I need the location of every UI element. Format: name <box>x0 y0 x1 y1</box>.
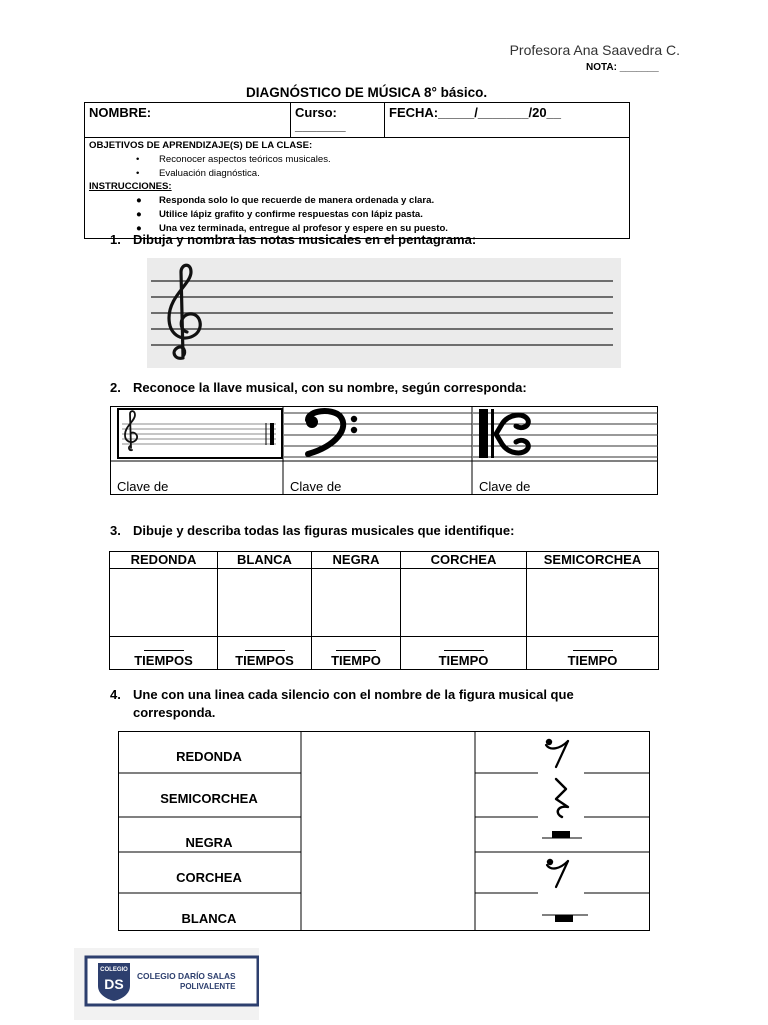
bullet-icon: • <box>136 167 140 179</box>
school-name: COLEGIO DARÍO SALAS <box>137 971 236 981</box>
name-field[interactable] <box>85 103 291 137</box>
question-1 <box>110 232 476 247</box>
tiempo-cell[interactable] <box>110 637 218 670</box>
rest-name: REDONDA <box>176 749 242 764</box>
figures-table <box>109 551 659 670</box>
objectives-list <box>89 153 625 181</box>
figure-drawing-cell[interactable] <box>218 569 312 637</box>
half-rest-icon <box>542 831 582 838</box>
tiempo-cell[interactable] <box>527 637 659 670</box>
bullet-icon: ● <box>136 195 142 207</box>
figure-header: NEGRA <box>312 552 401 569</box>
question-text: Une con una linea cada silencio con el nombre de la figura musical que <box>133 687 574 702</box>
figure-drawing-cell[interactable] <box>527 569 659 637</box>
answer-blank[interactable] <box>444 650 484 651</box>
tiempo-cell[interactable] <box>401 637 527 670</box>
figure-header: BLANCA <box>218 552 312 569</box>
question-number: 3. <box>110 523 121 538</box>
crest-initials: DS <box>104 976 124 992</box>
question-2 <box>110 380 527 395</box>
answer-blank[interactable] <box>336 650 376 651</box>
alto-clef-icon <box>473 409 658 458</box>
course-field[interactable] <box>291 103 385 137</box>
course-blank: _______ <box>295 118 346 133</box>
figure-drawing-cell[interactable] <box>110 569 218 637</box>
answer-blank[interactable] <box>144 650 184 651</box>
list-item: ● Una vez terminada, entregue al profesor y espere en su puesto. <box>136 222 448 234</box>
question-text: Reconoce la llave musical, con su nombre, según corresponda: <box>133 380 527 395</box>
question-number: 2. <box>110 380 121 395</box>
tiempo-label: TIEMPOS <box>134 653 193 668</box>
figure-drawing-cell[interactable] <box>312 569 401 637</box>
tiempo-cell[interactable] <box>218 637 312 670</box>
question-4-continued: corresponda. <box>133 705 216 720</box>
clef-label: Clave de <box>117 479 169 494</box>
school-crest-icon <box>98 963 130 1001</box>
figure-header: REDONDA <box>110 552 218 569</box>
tiempo-label: TIEMPO <box>438 653 489 668</box>
tiempo-label: TIEMPO <box>567 653 618 668</box>
clef-table <box>110 406 658 495</box>
bullet-icon: ● <box>136 208 142 220</box>
instructions-block <box>85 138 629 238</box>
question-text: Dibuje y describa todas las figuras musicales que identifique: <box>133 523 515 538</box>
treble-clef-icon <box>118 409 282 458</box>
bass-clef-icon <box>284 411 472 457</box>
grade-field[interactable]: NOTA: _______ <box>586 62 659 73</box>
question-4 <box>110 687 574 702</box>
date-field[interactable] <box>385 103 629 137</box>
figure-header: SEMICORCHEA <box>527 552 659 569</box>
instructions-heading: INSTRUCCIONES: <box>89 181 172 193</box>
tiempo-cell[interactable] <box>312 637 401 670</box>
question-3 <box>110 523 514 538</box>
eighth-rest-icon <box>546 739 568 767</box>
instructions-list <box>89 194 625 235</box>
quarter-rest-icon <box>556 779 568 817</box>
tiempo-label: TIEMPO <box>331 653 381 668</box>
clef-label: Clave de <box>290 479 342 494</box>
teacher-name: Profesora Ana Saavedra C. <box>509 42 680 58</box>
list-item: ● Utilice lápiz grafito y confirme respuestas con lápiz pasta. <box>136 208 423 220</box>
school-logo <box>74 948 259 1020</box>
crest-text: COLEGIO <box>100 967 128 973</box>
student-info-table <box>84 102 630 239</box>
list-item: • Evaluación diagnóstica. <box>136 167 260 179</box>
clef-label: Clave de <box>479 479 531 494</box>
bullet-icon: ● <box>136 222 142 234</box>
list-item: ● Responda solo lo que recuerde de manera ordenada y clara. <box>136 195 435 207</box>
question-number: 4. <box>110 687 121 702</box>
page-title: DIAGNÓSTICO DE MÚSICA 8° básico. <box>246 85 488 100</box>
question-text: Dibuja y nombra las notas musicales en el pentagrama: <box>133 232 477 247</box>
objectives-heading: OBJETIVOS DE APRENDIZAJE(S) DE LA CLASE: <box>89 140 313 151</box>
question-number: 1. <box>110 232 121 247</box>
name-label: NOMBRE: <box>89 105 152 120</box>
bullet-icon: • <box>136 153 140 165</box>
rest-name: SEMICORCHEA <box>160 791 258 806</box>
answer-blank[interactable] <box>245 650 285 651</box>
rest-name: NEGRA <box>185 835 233 850</box>
music-staff-drawing-area[interactable] <box>147 258 621 368</box>
course-label: Curso: <box>295 105 337 120</box>
tiempo-label: TIEMPOS <box>235 653 294 668</box>
eighth-rest-icon <box>547 859 568 887</box>
school-subtitle: POLIVALENTE <box>180 982 236 991</box>
rest-name: CORCHEA <box>176 870 242 885</box>
list-item: • Reconocer aspectos teóricos musicales. <box>136 153 331 165</box>
rests-matching-table[interactable] <box>118 731 650 931</box>
answer-blank[interactable] <box>573 650 613 651</box>
figure-drawing-cell[interactable] <box>401 569 527 637</box>
rest-name: BLANCA <box>181 911 237 926</box>
figure-header: CORCHEA <box>401 552 527 569</box>
date-label: FECHA:_____/_______/20__ <box>389 105 562 120</box>
whole-rest-icon <box>542 915 588 922</box>
staff-icon <box>147 258 621 368</box>
